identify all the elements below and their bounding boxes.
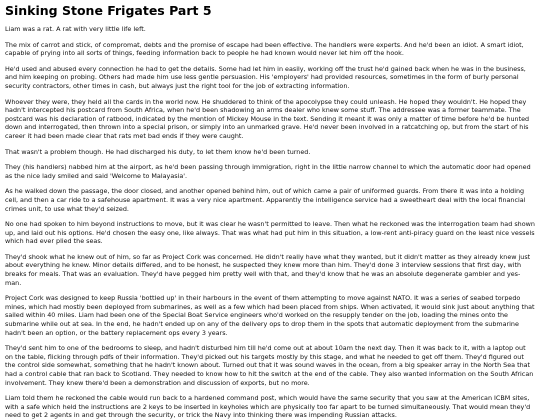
paragraph-1: Liam was a rat. A rat with very little life left. bbox=[5, 25, 146, 33]
paragraph-3: He'd used and abused every connection he had to get the details. Some had let him in easily, working off the trust he'd gained back when he was in the business, and him keeping on probing. Others had made him use less gentle persuasion. His 'employers' had provided resources, sometimes in the form of burly personal security contractors, other times in cash, but always just the right tool for the job of extracting information. bbox=[5, 64, 526, 90]
paragraph-7: As he walked down the passage, the door closed, and another opened behind him, out of which came a pair of uniformed guards. From there it was into a holding cell, and then a car ride to a safehouse apartment. It was a very nice apartment. Apparently the intelligence service had a sweetheart deal with the local financial crimes unit, to use what they'd seized. bbox=[5, 187, 526, 213]
paragraph-11: They'd sent him to one of the bedrooms to sleep, and hadn't disturbed him till he'd come out at about 10am the next day. Then it was back to it, with a laptop out on the table, flicking through pdfs of their information. They'd picked out his targets mostly by this stage, and what he needed to get off them. They'd figured out the control side somewhat, something that he hadn't known about. Turned out that it was sound waves in the ocean, from a big speaker array in the North Sea that had a control cable that ran back to Scotland. They needed to know how to hit the switch at the end of the cable. They also wanted information on the South African involvement. They knew there'd been a demonstration and discussion of exports, but no more. bbox=[5, 344, 534, 387]
article-title: Sinking Stone Frigates Part 5 bbox=[5, 3, 212, 18]
paragraph-6: They (his handlers) nabbed him at the airport, as he'd been passing through immigration, right in the little narrow channel to which the automatic door had opened as the nice lady smiled and said 'Welcome to Malayasia'. bbox=[5, 163, 531, 180]
paragraph-9: They'd shook what he knew out of him, so far as Project Cork was concerned. He didn't really have what they wanted, but it didn't matter as they already knew just about everything he knew. Minor details differed, and to be honest, he suspected they knew more than him. They'd done 3 interview sessions that first day, with breaks for meals. That was an evaluation. They'd have pegged him pretty well with that, and they'd know that he was an absolute degenerate gambler and yes-man. bbox=[5, 252, 531, 287]
paragraph-2: The mix of carrot and stick, of compromat, debts and the promise of escape had been effective. The handlers were experts. And he'd been an idiot. A smart idiot, capable of prying into all sorts of things, feeding information back to people he had known would never let him off the hook. bbox=[5, 40, 524, 58]
paragraph-12: Liam told them he reckoned the cable would run back to a hardened command post, which would have the same security that you saw at the American ICBM sites, with a safe which held the instructions are 2 keys to be inserted in keyholes which are physically too far apart to be turned simultaneously. That would mean they'd need to get 2 agents in and get through the security, or trick the Navy into thinking there was impending Russian attacks. bbox=[5, 394, 531, 420]
paragraph-4: Whoever they were, they held all the cards in the world now. He shuddered to think of the apocolypse they could unleash. He hoped they wouldn't. He hoped they hadn't intercepted his postcard from South Africa, when he'd been shadowing an arms dealer who knew some stuff. The addressee was a former teammate. The postcard was his declaration of ratbood, indicated by the mention of Mickey Mouse in the text. Sending it meant it was only a matter of time before he'd be hunted down and interrogated, then thrown into a special prison, or simply into an unmarked grave. He'd never been involved in a ratcatching op, but from the start of his career it had been made clear that rats met bad ends if they were caught. bbox=[5, 97, 530, 140]
paragraph-8: No one had spoken to him beyond instructions to move, but it was clear he wasn't permitted to leave. Then what he reckoned was the interrogation team had shown up, and laid out his options. He'd chosen the easy one, like always. That was what had put him in this situation, a low-rent anti-piracy guard on the least nice vessels which had ever plied the seas. bbox=[5, 220, 535, 246]
paragraph-5: That wasn't a problem though. He had discharged his duty, to let them know he'd been turned. bbox=[5, 147, 311, 156]
paragraph-10: Project Cork was designed to keep Russia 'bottled up' in their harbours in the event of them attempting to move against NATO. It was a series of seabed torpedo mines, which had mostly been deployed from submarines, as well as a few which had been placed from ships. When activated, it would sink just about anything that sailed within 40 miles. Liam had been one of the Special Boat Service engineers who'd worked on the resupply tender on the job, loading the mines onto the submarine while out at sea. In the end, he hadn't ended up on any of the delivery ops to drop them in the spots that automatic deployment from the submarine hadn't been an option, or the battery replacement ops every 3 years. bbox=[5, 294, 535, 337]
